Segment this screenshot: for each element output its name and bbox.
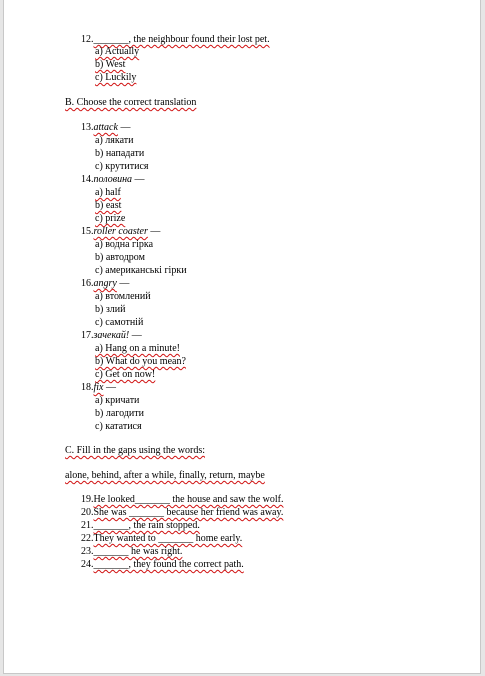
question-dash: — [132,174,145,185]
question-16 [81,278,129,290]
option-17c: c) Get on now! [95,369,156,380]
sentence-number: 19. [81,494,94,505]
sentence-number: 24. [81,559,94,570]
question-13 [81,122,130,134]
sentence-text: _______, they found the correct path. [93,559,244,570]
option-15c [95,265,187,277]
question-word: зачекай! [93,330,130,341]
sentence-number: 20. [81,507,94,518]
option-16b: b) злий [95,304,126,315]
option-18a: a) кричати [95,395,140,406]
question-word: roller coaster [93,226,148,237]
option-17b: b) What do you mean? [95,356,186,367]
question-text: _______, the neighbour found their lost pet. [93,34,270,45]
sentence-text: They wanted to _______ home early. [93,533,243,544]
question-dash: — [103,382,116,393]
question-18 [81,382,116,394]
option-14b [95,200,121,212]
sentence-23 [81,546,182,558]
question-number: 13. [81,122,94,133]
sentence-text: She was _______ because her friend was away. [93,507,284,518]
question-word: angry [93,278,117,289]
option-18b: b) лагодити [95,408,144,419]
question-number: 16. [81,278,94,289]
option-14c [95,213,125,225]
question-dash: — [116,278,130,289]
sentence-number: 22. [81,533,94,544]
option-text: c) американські гірки [95,265,187,276]
option-13b: b) нападати [95,148,145,159]
sentence-19 [81,494,283,506]
question-14 [81,174,145,186]
sentence-24 [81,559,244,571]
option-text: b) east [95,200,122,211]
question-dash: — [129,330,142,341]
question-dash: — [147,226,161,237]
option-15a: a) водна гірка [95,239,154,250]
section-b-heading: B. Choose the correct translation [65,97,197,108]
question-word: attack [93,122,118,133]
question-number: 12. [81,34,94,45]
sentence-21 [81,520,200,532]
option-14a [95,187,121,199]
sentence-text: _______, the rain stopped. [93,520,200,531]
sentence-22 [81,533,242,545]
sentence-text: He looked_______ the house and saw the wolf. [93,494,284,505]
option-15b: b) автодром [95,252,145,263]
option-17a: a) Hang on a minute! [95,343,180,354]
question-number: 17. [81,330,94,341]
section-c-heading: C. Fill in the gaps using the words: [65,445,205,456]
word-bank: alone, behind, after a while, finally, return, maybe [65,470,265,481]
question-word: половина [93,174,133,185]
option-text: c) prize [95,213,126,224]
question-dash: — [117,122,131,133]
sentence-number: 21. [81,520,94,531]
option-13a: a) лякати [95,135,134,146]
question-number: 14. [81,174,94,185]
question-number: 18. [81,382,94,393]
option-text: a) half [95,187,121,198]
option-16a: a) втомлений [95,291,151,302]
question-17 [81,330,142,342]
sentence-number: 23. [81,546,94,557]
sentence-20 [81,507,283,519]
question-word: fix [93,382,104,393]
option-12c: c) Luckily [95,72,137,83]
document-page [3,0,481,674]
option-12b: b) West [95,59,126,70]
option-18c: c) кататися [95,421,142,432]
question-12 [81,34,270,46]
sentence-text: _______ he was right. [93,546,183,557]
option-13c: c) крутитися [95,161,149,172]
option-12a: a) Actually [95,46,140,57]
question-15 [81,226,160,238]
question-number: 15. [81,226,94,237]
option-16c: c) самотній [95,317,144,328]
